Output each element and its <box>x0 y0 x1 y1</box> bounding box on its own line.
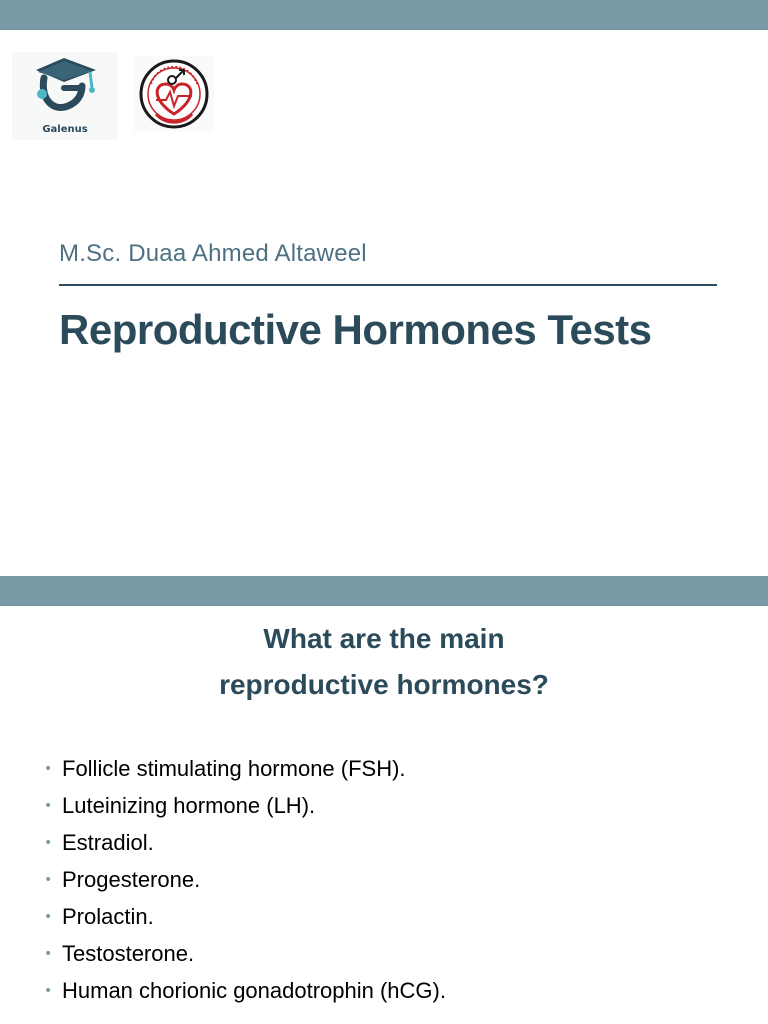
bullet-icon: • <box>44 834 53 851</box>
hormone-label: Prolactin. <box>62 903 154 929</box>
header-band <box>0 576 768 606</box>
hormone-label: Testosterone. <box>62 940 195 966</box>
graduation-cap-icon <box>30 56 100 122</box>
list-item <box>44 935 446 972</box>
hormone-label: Human chorionic gonadotrophin (hCG). <box>62 977 446 1003</box>
presentation-title: Reproductive Hormones Tests <box>59 306 652 353</box>
list-item <box>44 750 446 787</box>
bullet-icon: • <box>44 982 53 999</box>
hormone-label: Follicle stimulating hormone (FSH). <box>62 755 406 781</box>
list-item <box>44 972 446 1009</box>
list-item <box>44 824 446 861</box>
galenus-wordmark: Galenus <box>42 124 88 135</box>
hormone-list <box>44 750 446 1009</box>
heading-line-1: What are the main <box>263 623 505 654</box>
heading-line-2: reproductive hormones? <box>219 669 549 700</box>
bullet-icon: • <box>44 871 53 888</box>
heart-seal-icon <box>138 56 210 132</box>
list-item <box>44 898 446 935</box>
hormone-label: Luteinizing hormone (LH). <box>62 792 316 818</box>
content-slide <box>0 576 768 1024</box>
list-item <box>44 787 446 824</box>
bullet-icon: • <box>44 945 53 962</box>
header-band <box>0 0 768 30</box>
heart-seal-logo <box>134 56 214 132</box>
galenus-logo <box>12 52 118 140</box>
title-divider <box>59 284 717 286</box>
hormone-label: Progesterone. <box>62 866 201 892</box>
slide-heading <box>0 616 768 708</box>
bullet-icon: • <box>44 760 53 777</box>
hormone-label: Estradiol. <box>62 829 154 855</box>
list-item <box>44 861 446 898</box>
bullet-icon: • <box>44 797 53 814</box>
author-name: M.Sc. Duaa Ahmed Altaweel <box>59 240 367 267</box>
bullet-icon: • <box>44 908 53 925</box>
